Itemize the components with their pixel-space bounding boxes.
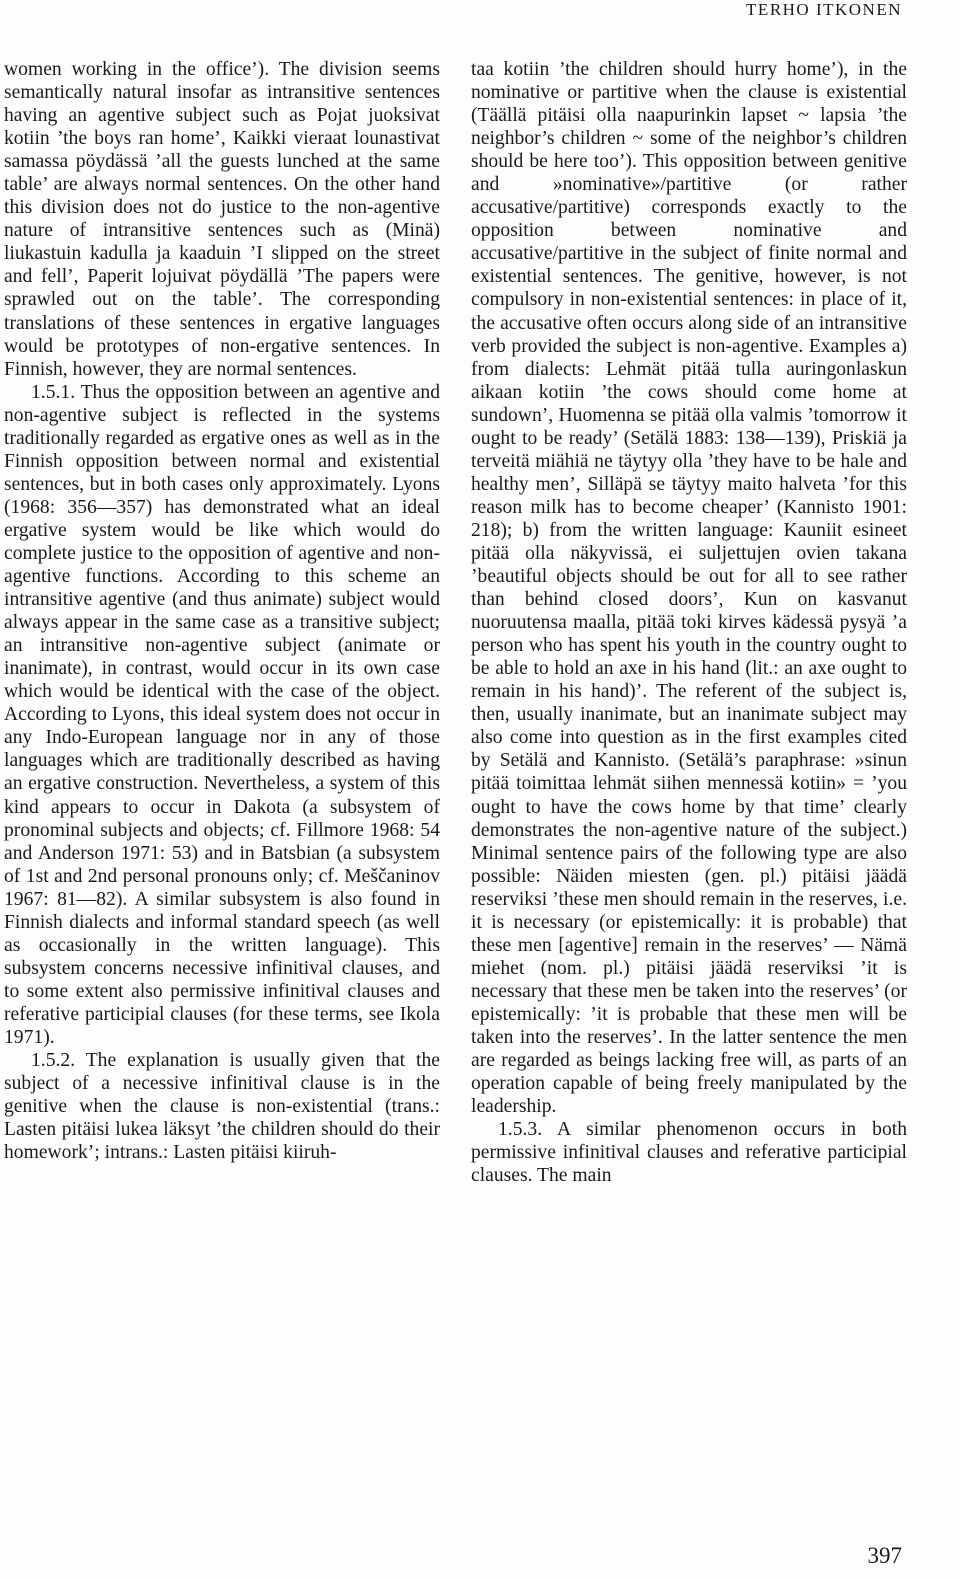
paragraph: taa kotiin ’the children should hurry home’), in the nominative or partitive when the clause is existential (Täällä pitäisi olla naapurinkin lapset ~ lapsia ’the neighbor’s children ~ some of the neighbor’s children should be here too’). This opposition between genitive and »nominative»/partitive (or rather accusative/partitive) corresponds exactly to the opposition between nominative and accusative/partitive in the subject of finite normal and existential sentences. The genitive, however, is not compulsory in non-existential sentences: in place of it, the accusative often occurs along side of an intransitive verb provided the subject is non-agentive. Examples a) from dialects: Lehmät pitää tulla auringonlaskun aikaan kotiin ’the cows should come home at sundown’, Huomenna se pitää olla valmis ’tomorrow it ought to be ready’ (Setälä 1883: 138—139), Priskiä ja terveitä miähiä ne täytyy olla ’they have to be hale and healthy men’, Silläpä se täytyy maito halveta ’for this reason milk has to become cheaper’ (Kannisto 1901: 218); b) from the written language: Kauniit esineet pitää olla näkyvissä, ei suljettujen ovien takana ’beautiful objects should be out for all to see rather than behind closed doors’, Kun on kasvanut nuoruutensa maalla, pitää toki kirves kädessä pysyä ’a person who has spent his youth in the country ought to be able to hold an axe in his hand (lit.: an axe ought to remain in his hand)’. The referent of the subject is, then, usually inanimate, but an inanimate subject may also come into question as in the first examples cited by Setälä and Kannisto. (Setälä’s paraphrase: »sinun pitää toimittaa lehmät siihen mennessä kotiin» = ’you ought to have the cows home by that time’ clearly demonstrates the non-agentive nature of the subject.) Minimal sentence pairs of the following type are also possible: Näiden miesten (gen. pl.) pitäisi jäädä reserviksi ’these men should remain in the reserves, i.e. it is necessary (or epistemically: it is probable) that these men [agentive] remain in the reserves’ — Nämä miehet (nom. pl.) pitäisi jäädä reserviksi ’it is necessary that these men be taken into the reserves’ (or epistemically: ’it is probable that these men will be taken into the reserves’. In the latter sentence the men are regarded as beings lacking free will, as parts of an operation capable of being freely manipulated by the leadership. [471, 59, 907, 1118]
right-column [471, 58, 907, 1187]
paragraph: 1.5.1. Thus the opposition between an agentive and non-agentive subject is reflected in the systems traditionally regarded as ergative ones as well as in the Finnish opposition between normal and existential sentences, but in both cases only approximately. Lyons (1968: 356—357) has demonstrated what an ideal ergative system would be like which would do complete justice to the opposition of agentive and non-agentive functions. According to this scheme an intransitive agentive (and thus animate) subject would always appear in the same case as a transitive subject; an intransitive non-agentive subject (animate or inanimate), in contrast, would occur in its own case which would be identical with the case of the object. According to Lyons, this ideal system does not occur in any Indo-European language nor in any of those languages which are traditionally described as having an ergative construction. Nevertheless, a system of this kind appears to occur in Dakota (a subsystem of pronominal subjects and objects; cf. Fillmore 1968: 54 and Anderson 1971: 53) and in Batsbian (a subsystem of 1st and 2nd personal pronouns only; cf. Meščaninov 1967: 81—82). A similar subsystem is also found in Finnish dialects and informal standard speech (as well as occasionally in the written language). This subsystem concerns necessive infinitival clauses, and to some extent also permissive infinitival clauses and referative participial clauses (for these terms, see Ikola 1971). [4, 381, 440, 1048]
running-head: TERHO ITKONEN [746, 0, 902, 19]
paragraph: women working in the office’). The division seems semantically natural insofar as intransitive sentences having an agentive subject such as Pojat juoksivat kotiin ’the boys ran home’, Kaikki vieraat lounastivat samassa pöydässä ’all the guests lunched at the same table’ are always normal sentences. On the other hand this division does not do justice to the non-agentive nature of intransitive sentences such as (Minä) liukastuin kadulla ja kaaduin ’I slipped on the street and fell’, Paperit lojuivat pöydällä ’The papers were sprawled out on the table’. The corresponding translations of these sentences in ergative languages would be prototypes of non-ergative sentences. In Finnish, however, they are normal sentences. [4, 59, 440, 380]
left-column [4, 58, 440, 1164]
paragraph: 1.5.3. A similar phenomenon occurs in both permissive infinitival clauses and referative participial clauses. The main [471, 1119, 907, 1187]
paragraph: 1.5.2. The explanation is usually given that the subject of a necessive infinitival clause is in the genitive when the clause is non-existential (trans.: Lasten pitäisi lukea läksyt ’the children should do their homework’; intrans.: Lasten pitäisi kiiruh- [4, 1050, 440, 1164]
page-number: 397 [867, 1543, 902, 1568]
